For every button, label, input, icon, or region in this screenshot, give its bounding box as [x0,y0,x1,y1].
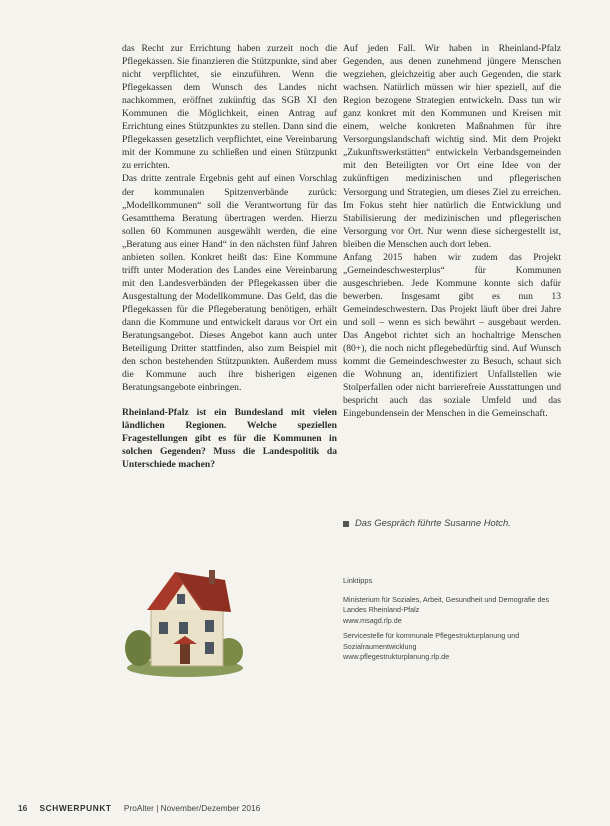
signoff-text: Das Gespräch führte Susanne Hotch. [355,517,511,528]
body-paragraph: Auf jeden Fall. Wir haben in Rheinland-Pfalz Gegenden, aus denen zunehmend jüngere Menschen wegziehen, gleichzeitig aber auch Gegenden, die stark wachsen. Natürlich müssen wir hier speziell, auf die Region bezogene Strategien entwickeln. Dass tun wir ganz konkret mit den Kommunen und Kreisen mit einem, welche konkreten Maßnahmen für ihre Versorgungslandschaft wichtig sind. Mit dem Projekt „Zukunftswerkstätten“ entwickeln Verbandsgemeinden mit den Beteiligten vor Ort eine Idee von der zukünftigen medizinischen und pflegerischen Versorgung und Strategien, um dieses Ziel zu erreichen. Im Fokus steht hier natürlich die Entwicklung und Stabilisierung der medizinischen und pflegerischen Versorgung vor Ort. Nur wenn diese sichergestellt ist, bleiben die Menschen auch dort leben. [343,43,561,250]
page-number: 16 [18,803,28,813]
right-text-column [343,42,561,420]
link-tip-description: Servicestelle für kommunale Pflegestrukturplanung und Sozialraumentwicklung [343,631,520,651]
link-tip-item [343,595,553,627]
link-tip-url[interactable]: www.pflegestrukturplanung.rlp.de [343,652,450,661]
publication-info: ProAlter | November/Dezember 2016 [123,803,261,813]
body-paragraph: das Recht zur Errichtung haben zurzeit noch die Pflegekassen. Sie finanzieren die Stützpunkte, sind aber nicht verpflichtet, sie einzuführen. Wenn die Pflegekassen dem Wunsch des Landes nicht nachkommen, eröffnet zukünftig das SGB XI den Kommunen die Möglichkeit, einen Antrag auf Errichtung eines Stützpunktes zu stellen. Dann sind die Pflegekassen gesetzlich verpflichtet, eine Vereinbarung mit der Kommune zu schließen und einen Stützpunkt zu errichten. [122,43,337,172]
body-paragraph: Anfang 2015 haben wir zudem das Projekt „Gemeindeschwesterplus“ für Kommunen ausgeschrieben. Jede Kommune konnte sich dafür bewerben. Insgesamt gibt es nun 13 Gemeindeschwestern. Das Projekt läuft über drei Jahre und soll – wenn es sich bewährt – ausgebaut werden. Das Angebot richtet sich an hochaltrige Menschen (80+), die noch nicht pflegebedürftig sind. Auf Wunsch kommt die Gemeindeschwester zu Besuch, schaut sich die Wohnung an, identifiziert Unfallstellen wie Stolperfallen oder nicht barrierefreie Ausstattungen und bespricht auch das soziale Umfeld und das Eingebundensein der Menschen in die Gemeinschaft. [343,251,561,420]
bullet-square-icon [343,521,349,527]
link-tip-item [343,631,553,663]
link-tip-url[interactable]: www.msagd.rlp.de [343,615,402,625]
interview-signoff [343,517,511,528]
body-paragraph: Das dritte zentrale Ergebnis geht auf einen Vorschlag der kommunalen Spitzenverbände zurück: „Modellkommunen“ soll die Verantwortung für das Gesamtthema Beratung übertragen werden. Hierzu sollen 60 Kommunen ausgewählt werden, die eine „Beratung aus einer Hand“ in den nächsten fünf Jahren anbieten sollen. Konkret heißt das: Eine Kommune trifft unter Moderation des Landes eine Vereinbarung mit den Landesverbänden der Pflegekassen über die Ausgestaltung der Modellkommune. Das Geld, das die Pflegekassen für die Pflegeberatung benötigen, erhält dann die Kommune und entwickelt daraus vor Ort ein Beratungsangebot. Dieses Angebot kann auch unter Beteiligung Dritter stattfinden, also zum Beispiel mit den schon bestehenden Stützpunkten. Außerdem muss die Kommune auch ihre bisherigen eigenen Beratungsangebote einbringen. [122,173,337,394]
house-illustration [125,560,245,678]
link-tips-title: Linktipps [343,576,373,585]
page-footer [18,803,260,813]
link-tip-description: Ministerium für Soziales, Arbeit, Gesundheit und Demografie des Landes Rheinland-Pfalz [343,594,550,614]
section-label: SCHWERPUNKT [39,803,112,813]
link-tips-box [343,576,553,668]
left-text-column [122,42,337,472]
interview-question: Rheinland-Pfalz ist ein Bundesland mit vielen ländlichen Regionen. Welche speziellen Fragestellungen gibt es für die Kommunen in solchen Gegenden? Muss die Landespolitik da Unterschiede machen? [122,407,337,471]
